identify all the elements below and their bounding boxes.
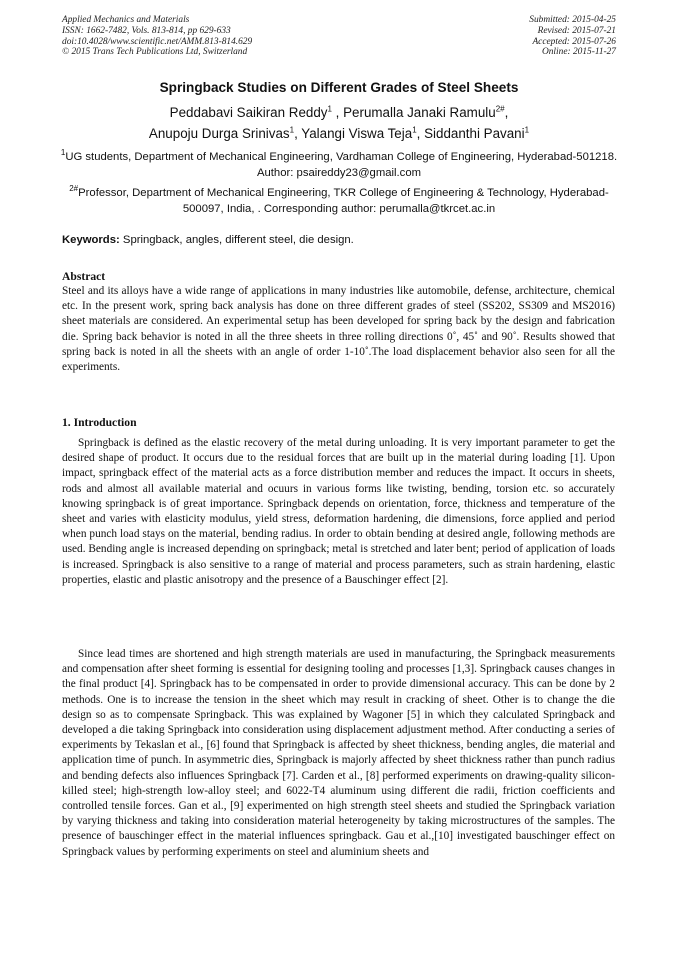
author-name: Peddabavi Saikiran Reddy [169,105,328,120]
journal-issn: ISSN: 1662-7482, Vols. 813-814, pp 629-633 [62,25,231,36]
date-online: Online: 2015-11-27 [541,47,616,58]
date-accepted: Accepted: 2015-07-26 [532,36,616,47]
author-affil-mark: 2# [495,104,505,114]
introduction-paragraph-1: Springback is defined as the elastic recovery of the metal during unloading. It is very important parameter to get the desired shape of product. It occurs due to the residual forces that are built up in the material during loading [1]. Upon impact, springback effect of the material acts as a force distribution member and reduces the impact. It occurs in sheets, rods and almost all available material and ocuurs in various forms like twisting, bending, torsion etc. so accurately knowing springback is of great importance. Springback depends on orientation, force, thickness and temperature of the sheet and varies with elasticity modulus, yield stress, deformation hardening, die dimensions, force applied and period when punch load stays on the material, bending radius. In order to obtain bending at desired angle, following methods are used. Bending angle is increased depending on springback; metal is stretched and later bent; period of application of loads is increased. Springback is also sensitive to a range of material and process parameters, such as strain hardening, elastic properties, elastic and plastic anisotropy and the presence of a Bauschinger effect [2]. [62,437,615,586]
author-affil-mark: 1 [524,125,530,135]
affiliation-text: Professor, Department of Mechanical Engineering, TKR College of Engineering & Technology, Hyderabad-500097, India, . Corresponding author: perumalla@tkrcet.ac.in [78,187,609,215]
journal-doi[interactable]: doi:10.4028/www.scientific.net/AMM.813-814.629 [62,36,253,47]
affiliation-1 [60,149,618,181]
author-line-1: Peddabavi Saikiran Reddy$^1$ , Perumalla Janaki Ramulu$^{2\#}$, [169,104,509,120]
author-affil-mark: 1 [327,104,332,114]
abstract-heading: Abstract [62,270,106,283]
author-affil-mark: 1 [289,125,295,135]
journal-name: Applied Mechanics and Materials [62,15,190,25]
keywords [62,234,354,246]
affiliation-text: UG students, Department of Mechanical Engineering, Vardhaman College of Engineering, Hyderabad-501218. Author: psaireddy23@gmail.com [65,151,618,179]
date-revised: Revised: 2015-07-21 [537,25,616,36]
keywords-label: Keywords: [62,234,120,246]
affiliation-mark: 1 [60,148,66,158]
affiliation-mark: 2# [69,184,79,194]
author-name: Anupoju Durga Srinivas [148,126,290,141]
author-line-2: Anupoju Durga Srinivas$^1$, Yalangi Viswa Teja$^1$, Siddanthi Pavani$^1$ [148,125,530,141]
author-affil-mark: 1 [412,125,417,135]
author-name: Siddanthi Pavani [424,126,525,141]
journal-info [62,15,252,58]
abstract-text: Steel and its alloys have a wide range of applications in many industries like automobile, defense, architecture, chemical etc. In the present work, spring back analysis has done on three different grades of steel (SS202, SS309 and MS2016) sheet materials are considered. An experimental setup has been developed for spring back by the design and fabrication die. Spring back behavior is noted in all the three sheets in three rolling directions 0˚, 45˚ and 90˚. Results showed that spring back is noted in all the sheets with an angle of order 1-10˚.The load displacement behavior also seen for all the experiments. [62,285,615,374]
publication-dates [529,15,616,58]
paper-title: Springback Studies on Different Grades of Steel Sheets [159,80,519,95]
author-name: Perumalla Janaki Ramulu [343,105,496,120]
date-submitted: Submitted: 2015-04-25 [529,15,616,25]
introduction-paragraph-2: Since lead times are shortened and high strength materials are used in manufacturing, the Springback measurements and compensation after sheet forming is essential for designing tooling and processes [1,3]. Springback causes changes in the final product [4]. Springback has to be compensated in order to provide dimensional accuracy. This can be done by 2 methods. One is to increase the tension in the sheet which may result in cracking of sheet. Other is to change the die design so as to compensate Springback. This was explained by Wagoner [5] in which they calculated Springback and developed a die taking Springback into consideration using displacement adjustment method. After conducting a series of experiments by Tekaslan et al., [6] found that Springback is affected by sheet thickness, bending angles, die material and application time of punch. In asymmetric dies, Springback is majorly affected by sheet thickness rather than punch radius and bending defects also influences Springback [7]. Carden et al., [8] performed experiments on drawing-quality silicon-killed steel; high-strength low-alloy steel; and 6022-T4 aluminum using different die radii, friction coefficients and controlled tensile forces. Gan et al., [9] experimented on high strength steel sheets and studied the Springback variation by varying thickness and taking into consideration material heterogeneity by taking microstructures of the samples. The presence of bauschinger effect in the material influences springback. Gau et al.,[10] investigated bauschinger effect on Springback values by performing experiments on steel and aluminium sheets and [62,648,615,858]
keywords-text: Springback, angles, different steel, die design. [122,234,354,246]
affiliation-2 [60,185,618,217]
journal-copyright: © 2015 Trans Tech Publications Ltd, Switzerland [62,47,248,58]
author-list [0,102,678,144]
author-name: Yalangi Viswa Teja [301,126,413,141]
introduction-heading: 1. Introduction [62,416,137,429]
